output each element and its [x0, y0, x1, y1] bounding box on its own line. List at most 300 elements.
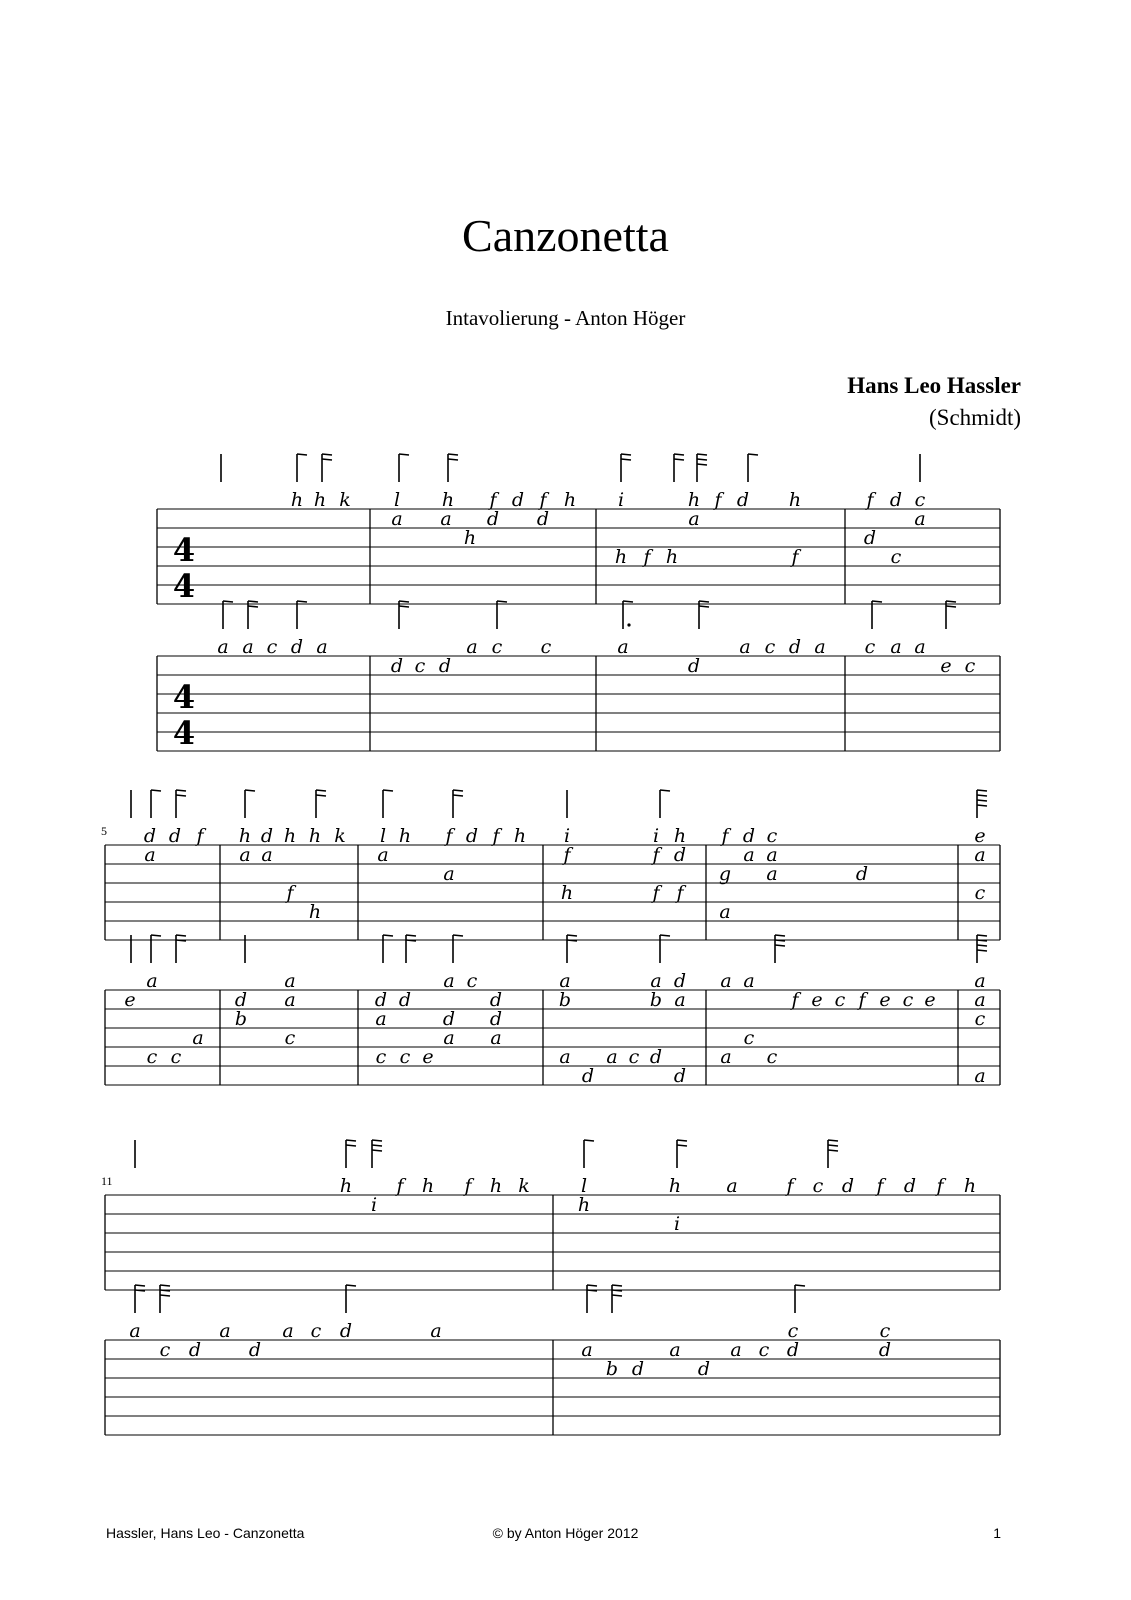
tablature-letter: h: [290, 489, 304, 511]
tablature-letter: d: [878, 1339, 892, 1361]
rhythm-sign: [346, 1140, 356, 1168]
rhythm-sign: [497, 601, 507, 629]
rhythm-sign: [587, 1285, 597, 1313]
rhythm-flag: [748, 454, 758, 455]
tablature-letter: b: [649, 989, 663, 1011]
rhythm-sign: [297, 601, 307, 629]
time-signature-numerator: 4: [172, 531, 196, 569]
rhythm-flag: [399, 601, 409, 602]
tablature-letter: d: [581, 1065, 595, 1087]
rhythm-sign: [828, 1140, 838, 1168]
rhythm-flag: [135, 1285, 145, 1286]
tablature-letter: d: [673, 1065, 687, 1087]
tablature-letter: f: [791, 989, 799, 1011]
tablature-letter: i: [652, 825, 660, 847]
rhythm-flag: [453, 790, 463, 791]
tablature-letter: f: [652, 882, 660, 904]
rhythm-flag: [623, 601, 633, 602]
tablature-staff: [105, 935, 1000, 1087]
tablature-letter: k: [339, 489, 351, 511]
rhythm-flag: [176, 790, 186, 791]
tablature-letter: d: [536, 508, 550, 530]
measure-number: 5: [101, 824, 107, 838]
rhythm-flag: [660, 790, 670, 791]
tablature-letter: d: [889, 489, 903, 511]
rhythm-flag: [977, 795, 987, 796]
tablature-letter: g: [718, 863, 732, 885]
tablature-letter: c: [902, 989, 914, 1011]
tablature-letter: d: [631, 1358, 645, 1380]
rhythm-flag: [176, 935, 186, 936]
time-signature-denominator: 4: [172, 714, 196, 752]
tablature-letter: d: [234, 989, 248, 1011]
rhythm-sign: [248, 601, 258, 629]
rhythm-sign: [795, 1285, 805, 1313]
rhythm-flag: [322, 459, 332, 460]
rhythm-flag: [135, 1290, 145, 1291]
rhythm-flag: [775, 940, 785, 941]
rhythm-flag: [828, 1145, 838, 1146]
rhythm-sign: [372, 1140, 382, 1168]
rhythm-sign: [316, 790, 326, 818]
tablature-letter: f: [858, 989, 866, 1011]
rhythm-sign: [584, 1140, 594, 1168]
tablature-letter: a: [974, 844, 986, 866]
tablature-letter: f: [714, 489, 722, 511]
tablature-letter: a: [720, 970, 732, 992]
rhythm-flag: [977, 940, 987, 941]
rhythm-sign: [223, 601, 233, 629]
tablature-letter: d: [786, 1339, 800, 1361]
tablature-letter: a: [490, 1027, 502, 1049]
tablature-letter: c: [170, 1046, 182, 1068]
rhythm-sign: [245, 790, 255, 818]
tablature-letter: a: [129, 1320, 141, 1342]
rhythm-sign: [677, 1140, 687, 1168]
tablature-letter: a: [720, 1046, 732, 1068]
rhythm-dot: [627, 623, 630, 626]
tablature-letter: h: [398, 825, 412, 847]
rhythm-sign: [135, 1285, 145, 1313]
tablature-letter: c: [159, 1339, 171, 1361]
rhythm-sign: [748, 454, 758, 482]
tablature-letter: a: [743, 844, 755, 866]
rhythm-sign: [946, 601, 956, 629]
tablature-letter: h: [788, 489, 802, 511]
tablature-letter: c: [864, 636, 876, 658]
time-signature-denominator: 4: [172, 567, 196, 605]
rhythm-flag: [316, 795, 326, 796]
tablature-letter: d: [841, 1175, 855, 1197]
tablature-letter: c: [540, 636, 552, 658]
tablature-letter: c: [879, 1320, 891, 1342]
tablature-letter: a: [443, 863, 455, 885]
tablature-letter: c: [758, 1339, 770, 1361]
tablature-letter: f: [652, 844, 660, 866]
rhythm-flag: [383, 790, 393, 791]
tablature-letter: f: [643, 546, 651, 568]
tablature-letter: d: [290, 636, 304, 658]
tablature-letter: d: [788, 636, 802, 658]
tablature-letter: f: [464, 1175, 472, 1197]
rhythm-flag: [946, 601, 956, 602]
rhythm-flag: [248, 601, 258, 602]
tablature-letter: e: [924, 989, 936, 1011]
rhythm-flag: [697, 464, 707, 465]
tablature-letter: i: [617, 489, 625, 511]
tablature-letter: a: [617, 636, 629, 658]
tablature-letter: c: [266, 636, 278, 658]
tablature-letter: a: [375, 1008, 387, 1030]
rhythm-sign: [612, 1285, 622, 1313]
rhythm-flag: [567, 935, 577, 936]
footer-copyright: © by Anton Höger 2012: [492, 1525, 639, 1541]
rhythm-flag: [176, 795, 186, 796]
rhythm-flag: [448, 459, 458, 460]
rhythm-sign: [383, 935, 393, 963]
rhythm-flag: [977, 950, 987, 951]
tablature-letter: a: [261, 844, 273, 866]
tablature-letter: f: [876, 1175, 884, 1197]
rhythm-flag: [372, 1145, 382, 1146]
tablature-letter: a: [316, 636, 328, 658]
tablature-letter: h: [563, 489, 577, 511]
tablature-letter: h: [421, 1175, 435, 1197]
tablature-letter: d: [697, 1358, 711, 1380]
tablature-letter: d: [742, 825, 756, 847]
tablature-letter: d: [168, 825, 182, 847]
tablature-staff: [157, 454, 1000, 605]
rhythm-flag: [697, 454, 707, 455]
tablature-letter: a: [914, 636, 926, 658]
tablature-letter: e: [940, 655, 952, 677]
rhythm-flag: [346, 1145, 356, 1146]
tablature-letter: a: [974, 1065, 986, 1087]
tablature-letter: d: [673, 844, 687, 866]
rhythm-flag: [245, 790, 255, 791]
tablature-letter: a: [144, 844, 156, 866]
tablature-letter: c: [812, 1175, 824, 1197]
tablature-letter: a: [814, 636, 826, 658]
rhythm-flag: [828, 1150, 838, 1151]
rhythm-flag: [977, 800, 987, 801]
tablature-letter: h: [665, 546, 679, 568]
tablature-letter: f: [286, 882, 294, 904]
rhythm-flag: [660, 935, 670, 936]
rhythm-sign: [872, 601, 882, 629]
rhythm-flag: [977, 805, 987, 806]
rhythm-flag: [621, 459, 631, 460]
rhythm-flag: [372, 1150, 382, 1151]
rhythm-flag: [176, 940, 186, 941]
tablature-letter: c: [787, 1320, 799, 1342]
tablature-letter: i: [370, 1194, 378, 1216]
rhythm-flag: [322, 454, 332, 455]
tablature-letter: a: [443, 1027, 455, 1049]
tablature-letter: a: [743, 970, 755, 992]
tablature-letter: c: [964, 655, 976, 677]
tablature-letter: d: [442, 1008, 456, 1030]
tablature-letter: d: [438, 655, 452, 677]
rhythm-sign: [775, 935, 785, 963]
tablature-letter: l: [393, 489, 401, 511]
tablature-letter: c: [766, 825, 778, 847]
rhythm-sign: [297, 454, 307, 482]
tablature-letter: h: [687, 489, 701, 511]
tablature-letter: f: [563, 844, 571, 866]
tablature-letter: a: [242, 636, 254, 658]
tablature-letter: h: [313, 489, 327, 511]
rhythm-sign: [176, 935, 186, 963]
tablature-staff: [157, 601, 1000, 752]
tablature-letter: d: [390, 655, 404, 677]
tablature-letter: h: [238, 825, 252, 847]
rhythm-flag: [677, 1145, 687, 1146]
tablature-letter: d: [489, 1008, 503, 1030]
tablature-letter: a: [974, 970, 986, 992]
rhythm-flag: [160, 1290, 170, 1291]
rhythm-sign: [322, 454, 332, 482]
tablature-letter: e: [811, 989, 823, 1011]
tablature-system: [101, 1140, 1000, 1435]
rhythm-flag: [587, 1285, 597, 1286]
rhythm-flag: [697, 459, 707, 460]
tablature-letter: a: [391, 508, 403, 530]
tablature-letter: a: [217, 636, 229, 658]
rhythm-flag: [795, 1285, 805, 1286]
tablature-letter: c: [743, 1027, 755, 1049]
tablature-letter: a: [766, 844, 778, 866]
rhythm-sign: [623, 601, 633, 629]
tablature-letter: h: [308, 825, 322, 847]
rhythm-flag: [346, 1285, 356, 1286]
tablature-letter: h: [283, 825, 297, 847]
tablature-letter: a: [284, 989, 296, 1011]
tablature-letter: d: [248, 1339, 262, 1361]
tablature-letter: c: [310, 1320, 322, 1342]
rhythm-flag: [699, 601, 709, 602]
tablature-letter: f: [489, 489, 497, 511]
tablature-letter: a: [443, 970, 455, 992]
rhythm-flag: [674, 454, 684, 455]
tablature-letter: c: [974, 882, 986, 904]
tablature-letter: b: [234, 1008, 248, 1030]
rhythm-flag: [677, 1140, 687, 1141]
rhythm-sign: [453, 935, 463, 963]
rhythm-sign: [660, 935, 670, 963]
rhythm-flag: [612, 1285, 622, 1286]
tablature-letter: f: [791, 546, 799, 568]
rhythm-flag: [977, 790, 987, 791]
rhythm-flag: [497, 601, 507, 602]
tablature-letter: d: [511, 489, 525, 511]
tablature-letter: a: [719, 901, 731, 923]
tablature-letter: l: [379, 825, 387, 847]
rhythm-flag: [248, 606, 258, 607]
tablature-letter: a: [669, 1339, 681, 1361]
tablature-letter: h: [308, 901, 322, 923]
rhythm-sign: [621, 454, 631, 482]
tablature-letter: d: [649, 1046, 663, 1068]
tablature-letter: h: [489, 1175, 503, 1197]
rhythm-sign: [383, 790, 393, 818]
rhythm-flag: [316, 790, 326, 791]
composer-name: Hans Leo Hassler: [847, 373, 1021, 398]
tablature-letter: h: [463, 527, 477, 549]
tablature-letter: a: [914, 508, 926, 530]
rhythm-flag: [775, 945, 785, 946]
tablature-letter: a: [559, 1046, 571, 1068]
tablature-letter: d: [143, 825, 157, 847]
tablature-letter: h: [614, 546, 628, 568]
tablature-letter: c: [146, 1046, 158, 1068]
rhythm-flag: [346, 1140, 356, 1141]
rhythm-flag: [223, 601, 233, 602]
rhythm-flag: [567, 940, 577, 941]
tablature-letter: c: [399, 1046, 411, 1068]
rhythm-sign: [399, 601, 409, 629]
tablature-letter: b: [558, 989, 572, 1011]
rhythm-flag: [828, 1140, 838, 1141]
rhythm-flag: [584, 1140, 594, 1141]
tablature-letter: k: [518, 1175, 530, 1197]
tablature-letter: i: [673, 1213, 681, 1235]
tablature-letter: c: [974, 1008, 986, 1030]
tablature-letter: a: [192, 1027, 204, 1049]
tablature-letter: c: [375, 1046, 387, 1068]
rhythm-sign: [977, 790, 987, 818]
rhythm-flag: [977, 935, 987, 936]
rhythm-flag: [448, 454, 458, 455]
rhythm-sign: [674, 454, 684, 482]
rhythm-flag: [160, 1295, 170, 1296]
tablature-staff: [105, 1285, 1000, 1435]
tablature-letter: a: [688, 508, 700, 530]
rhythm-flag: [612, 1290, 622, 1291]
tablature-letter: c: [890, 546, 902, 568]
tablature-letter: c: [914, 489, 926, 511]
tablature-letter: d: [339, 1320, 353, 1342]
rhythm-sign: [176, 790, 186, 818]
tablature-letter: a: [739, 636, 751, 658]
rhythm-flag: [674, 459, 684, 460]
tablature-letter: i: [563, 825, 571, 847]
rhythm-flag: [453, 795, 463, 796]
tablature-letter: f: [492, 825, 500, 847]
page-number: 1: [993, 1525, 1001, 1541]
tablature-letter: d: [374, 989, 388, 1011]
tablature-letter: b: [605, 1358, 619, 1380]
tablature-letter: d: [398, 989, 412, 1011]
arrangement-credit: Intavolierung - Anton Höger: [445, 306, 686, 330]
tablature-letter: c: [414, 655, 426, 677]
page-title: Canzonetta: [462, 210, 669, 261]
rhythm-sign: [160, 1285, 170, 1313]
footer-work-title: Hassler, Hans Leo - Canzonetta: [106, 1525, 305, 1541]
tablature-staff: [105, 1140, 1000, 1290]
tablature-letter: a: [974, 989, 986, 1011]
tablature-system: [157, 454, 1000, 752]
rhythm-flag: [297, 454, 307, 455]
rhythm-flag: [453, 935, 463, 936]
tablature-letter: e: [422, 1046, 434, 1068]
tablature-letter: a: [219, 1320, 231, 1342]
tablature-letter: d: [673, 970, 687, 992]
tablature-letter: a: [650, 970, 662, 992]
tablature-letter: a: [730, 1339, 742, 1361]
tablature-letter: h: [963, 1175, 977, 1197]
rhythm-flag: [612, 1295, 622, 1296]
rhythm-flag: [621, 454, 631, 455]
rhythm-sign: [567, 935, 577, 963]
rhythm-flag: [399, 606, 409, 607]
rhythm-flag: [151, 790, 161, 791]
tablature-letter: d: [687, 655, 701, 677]
rhythm-flag: [383, 935, 393, 936]
tablature-letter: c: [766, 1046, 778, 1068]
tablature-letter: a: [430, 1320, 442, 1342]
tablature-letter: d: [489, 989, 503, 1011]
tablature-staff: [105, 790, 1000, 940]
tablature-letter: h: [668, 1175, 682, 1197]
rhythm-flag: [399, 454, 409, 455]
tablature-system: [101, 790, 1000, 1087]
tablature-letter: f: [539, 489, 547, 511]
rhythm-flag: [699, 606, 709, 607]
tablature-letter: d: [855, 863, 869, 885]
rhythm-flag: [151, 935, 161, 936]
tablature-letter: e: [974, 825, 986, 847]
rhythm-flag: [406, 935, 416, 936]
tablature-letter: c: [491, 636, 503, 658]
tablature-letter: d: [486, 508, 500, 530]
time-signature-numerator: 4: [172, 678, 196, 716]
rhythm-sign: [151, 790, 161, 818]
tablature-letter: a: [440, 508, 452, 530]
editor-name: (Schmidt): [929, 405, 1021, 430]
tablature-letter: d: [736, 489, 750, 511]
rhythm-sign: [697, 454, 707, 482]
tablature-letter: f: [786, 1175, 794, 1197]
rhythm-sign: [977, 935, 987, 963]
tablature-letter: a: [726, 1175, 738, 1197]
tablature-letter: h: [441, 489, 455, 511]
tablature-letter: f: [866, 489, 874, 511]
tablature-letter: a: [377, 844, 389, 866]
rhythm-flag: [297, 601, 307, 602]
tablature-letter: d: [465, 825, 479, 847]
tablature-letter: f: [936, 1175, 944, 1197]
tablature-letter: c: [628, 1046, 640, 1068]
tablature-letter: a: [581, 1339, 593, 1361]
measure-number: 11: [101, 1174, 113, 1188]
tablature-letter: a: [239, 844, 251, 866]
tablature-letter: f: [396, 1175, 404, 1197]
tablature-letter: e: [124, 989, 136, 1011]
rhythm-flag: [372, 1140, 382, 1141]
tablature-letter: a: [674, 989, 686, 1011]
tablature-letter: f: [721, 825, 729, 847]
tablature-letter: k: [334, 825, 346, 847]
tablature-letter: a: [146, 970, 158, 992]
tablature-letter: c: [466, 970, 478, 992]
tablature-letter: c: [284, 1027, 296, 1049]
tablature-letter: c: [764, 636, 776, 658]
tablature-letter: h: [513, 825, 527, 847]
tablature-letter: c: [834, 989, 846, 1011]
tablature-letter: a: [559, 970, 571, 992]
tablature-letter: f: [196, 825, 204, 847]
